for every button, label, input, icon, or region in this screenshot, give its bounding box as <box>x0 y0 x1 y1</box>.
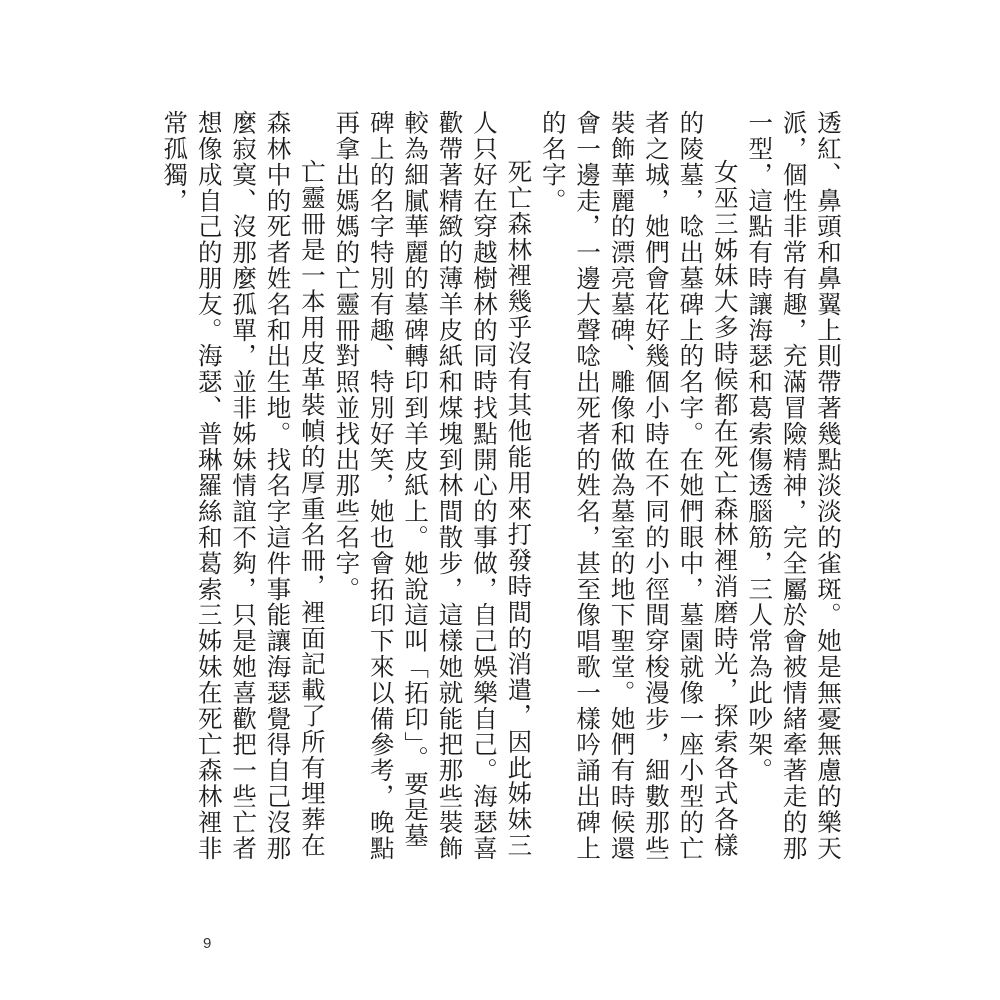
paragraph-4: 亡靈冊是一本用皮革裝幀的厚重名冊，裡面記載了所有埋葬在森林中的死者姓名和出生地。找名字這件事能讓海瑟覺得自己沒那麼寂寞、沒那麼孤單，並非姊妹情誼不夠，只是她喜歡把一些亡者想像成自己的朋友。海瑟、普琳羅絲和葛索三姊妹在死亡森林裡非常孤獨， <box>160 110 327 862</box>
vertical-text-block <box>160 110 845 870</box>
page-number: 9 <box>203 935 212 952</box>
paragraph-2: 女巫三姊妹大多時候都在死亡森林裡消磨時光，探索各式各樣的陵墓，唸出墓碑上的名字。在她們眼中，墓園就像一座小型的亡者之城，她們會花好幾個小時在不同的小徑間穿梭漫步，細數那些裝飾華麗的漂亮墓碑、雕像和做為墓室的地下聖堂。她們有時候還會一邊走，一邊大聲唸出死者的姓名，甚至像唱歌一樣吟誦出碑上的名字。 <box>538 110 740 862</box>
paragraph-3: 死亡森林裡幾乎沒有其他能用來打發時間的消遣，因此姊妹三人只好在穿越樹林的同時找點開心的事做，自己娛樂自己。海瑟喜歡帶著精緻的薄羊皮紙和煤塊到林間散步，這樣她就能把那些裝飾較為細膩華麗的墓碑轉印到羊皮紙上。她說這叫「拓印」。要是墓碑上的名字特別有趣、特別好笑，她也會拓印下來以備參考，晚點再拿出媽媽的亡靈冊對照並找出那些名字。 <box>332 110 534 862</box>
paragraph-1: 透紅、鼻頭和鼻翼上則帶著幾點淡淡的雀斑。她是無憂無慮的樂天派，個性非常有趣，充滿冒險精神，完全屬於會被情緒牽著走的那一型，這點有時讓海瑟和葛索傷透腦筋，三人常為此吵架。 <box>745 110 843 862</box>
